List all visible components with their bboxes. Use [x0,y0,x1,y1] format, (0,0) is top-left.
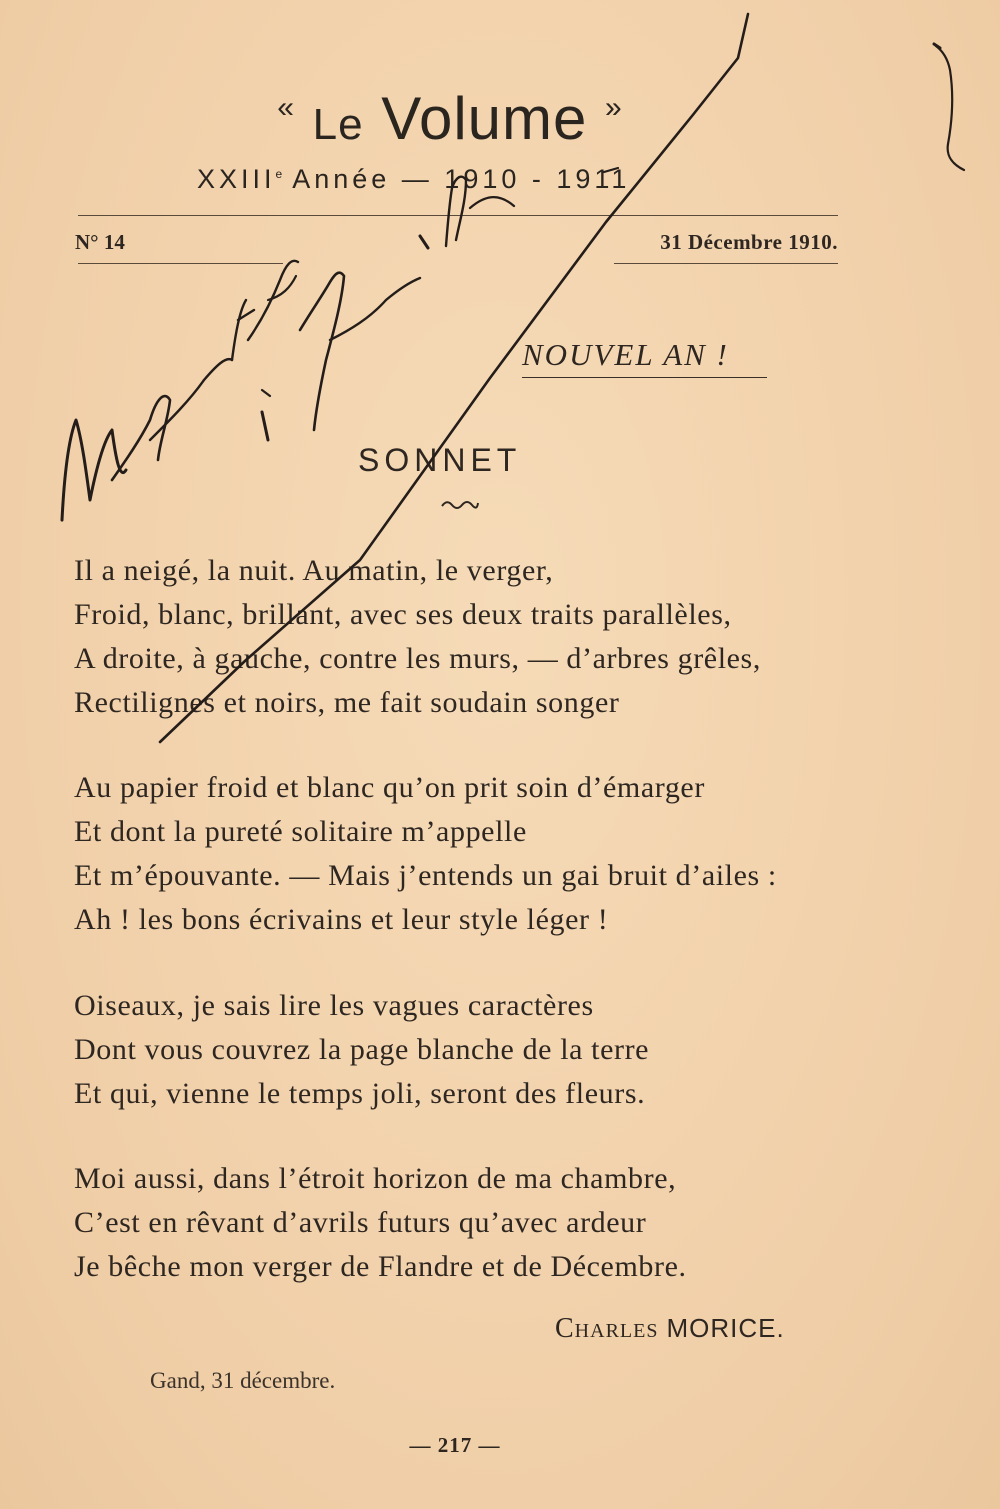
verse-line: Et m’épouvante. — Mais j’entends un gai bruit d’ailes : [74,859,777,892]
section-title: NOUVEL AN ! [522,337,729,372]
verse-line: Oiseaux, je sais lire les vagues caractères [74,989,594,1022]
title-main: Volume [381,85,588,152]
verse-line: Et dont la pureté solitaire m’appelle [74,815,527,848]
dateline: Gand, 31 décembre. [150,1368,336,1393]
verse-line: Rectilignes et noirs, me fait soudain songer [74,686,620,719]
title-le: Le [312,100,364,149]
author-signature [555,1313,785,1345]
verse-line: Et qui, vienne le temps joli, seront des fleurs. [74,1077,646,1110]
year-rest: Année — 1910 - 1911 [292,164,631,194]
open-quote: « [277,91,295,124]
journal-year [197,164,630,195]
close-quote: » [605,91,623,124]
verse-line: Froid, blanc, brillant, avec ses deux traits parallèles, [74,598,732,631]
verse-line: Au papier froid et blanc qu’on prit soin d’émarger [74,771,705,804]
issue-date: 31 Décembre 1910. [660,230,838,254]
verse-line: Dont vous couvrez la page blanche de la terre [74,1033,650,1066]
year-suffix: e [275,167,283,181]
verse-line: C’est en rêvant d’avrils futurs qu’avec ardeur [74,1206,647,1239]
verse-line: Je bêche mon verger de Flandre et de Décembre. [74,1250,687,1283]
stanza-4 [74,1157,874,1289]
verse-line: Il a neigé, la nuit. Au matin, le verger, [74,554,554,587]
header-rule-right [614,263,838,264]
poem-heading: SONNET [358,442,522,478]
verse-line: A droite, à gauche, contre les murs, — d’arbres grêles, [74,642,761,675]
year-roman: XXIII [197,164,276,194]
verse-line: Moi aussi, dans l’étroit horizon de ma chambre, [74,1162,677,1195]
author-last-name: MORICE. [666,1313,785,1343]
header-rule-left [78,263,283,264]
issue-number: N° 14 [75,230,125,254]
author-first-name: Charles [555,1313,659,1344]
section-title-underline [522,377,767,378]
ornament-tilde-icon [440,498,480,510]
stanza-1 [74,549,874,725]
journal-title [0,84,900,153]
stanza-3 [74,984,874,1116]
stanza-2 [74,766,874,942]
verse-line: Ah ! les bons écrivains et leur style léger ! [74,903,609,936]
header-rule-top [78,215,838,216]
page-number: — 217 — [409,1433,501,1457]
